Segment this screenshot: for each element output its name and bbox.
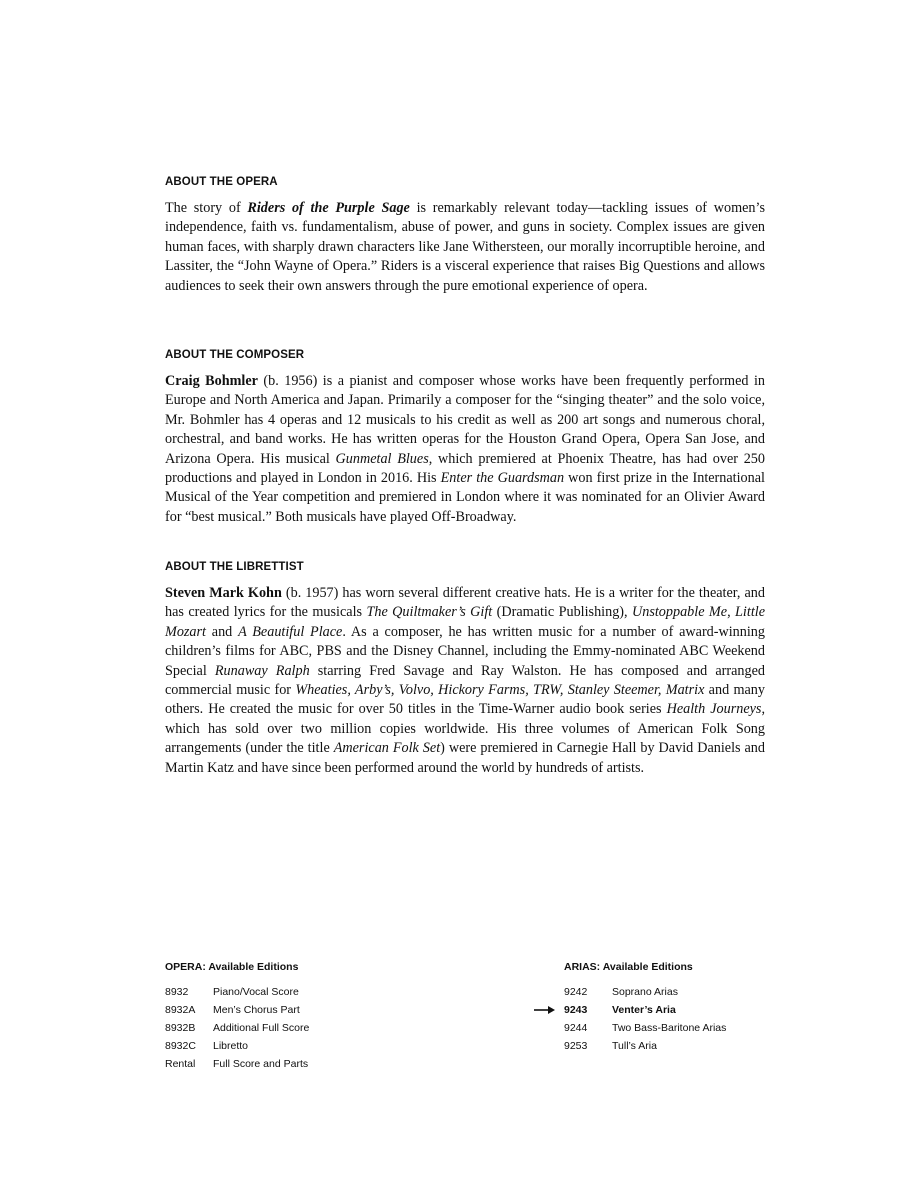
edition-name: Venter’s Aria — [612, 1004, 676, 1016]
edition-code: 8932B — [165, 1022, 196, 1034]
edition-code: 8932C — [165, 1040, 196, 1052]
about-opera-paragraph: The story of Riders of the Purple Sage is remarkably relevant today—tackling issues of women’s independence, faith vs. fundamentalism, abuse of power, and guns in society. Complex issues are given human faces, with sharply drawn characters like Jane Withersteen, our morally incorruptible heroine, and Lassiter, the “John Wayne of Opera.” Riders is a visceral experience that raises Big Questions and allows audiences to seek their own answers through the pure emotional experience of opera. — [165, 200, 765, 294]
work-title: Enter the Guardsman — [440, 470, 565, 487]
about-librettist-paragraph: Steven Mark Kohn (b. 1957) has worn several different creative hats. He is a writer for the theater, and has created lyrics for the musicals The Quiltmaker’s Gift (Dramatic Publishing), Unstoppable Me, Little Mozart and A Beautiful Place. As a composer, he has written music for a number of award-winning children’s films for ABC, PBS and the Disney Channel, including the Emmy-nominated ABC Weekend Special Runaway Ralph starring Fred Savage and Ray Walston. He has composed and arranged commercial music for Wheaties, Arby’s, Volvo, Hickory Farms, TRW, Stanley Steemer, Matrix and many others. He created the music for over 50 titles in the Time-Warner audio book series Health Journeys, which has sold over two million copies worldwide. His three volumes of American Folk Song arrangements (under the title American Folk Set) were premiered in Carnegie Hall by David Daniels and Martin Katz and have since been performed around the world by hundreds of artists. — [165, 585, 766, 776]
edition-code: 9244 — [564, 1022, 588, 1034]
edition-code: 9243 — [564, 1004, 588, 1016]
edition-row — [564, 1019, 726, 1037]
edition-row — [564, 983, 726, 1001]
edition-code: 9253 — [564, 1040, 588, 1052]
edition-name: Two Bass-Baritone Arias — [612, 1022, 727, 1034]
work-title: Little Mozart — [165, 604, 766, 640]
edition-row — [165, 1037, 309, 1055]
edition-name: Full Score and Parts — [213, 1058, 309, 1070]
arias-editions-list — [564, 983, 726, 1055]
opera-title: Riders of the Purple Sage — [247, 200, 410, 216]
work-title: Health Journeys — [666, 701, 762, 718]
edition-name: Piano/Vocal Score — [213, 986, 299, 998]
edition-row — [165, 1001, 309, 1019]
edition-code: 9242 — [564, 986, 588, 998]
edition-row — [165, 983, 309, 1001]
work-title: A Beautiful Place — [238, 623, 343, 640]
work-title: Gunmetal Blues — [335, 450, 429, 467]
edition-name: Soprano Arias — [612, 986, 678, 998]
about-composer-paragraph: Craig Bohmler (b. 1956) is a pianist and composer whose works have been frequently performed in Europe and North America and Japan. Primarily a composer for the “singing theater” and the solo voice, Mr. Bohmler has 4 operas and 12 musicals to his credit as well as 200 art songs and numerous choral, orchestral, and band works. He has written operas for the Houston Grand Opera, Opera San Jose, and Arizona Opera. His musical Gunmetal Blues, which premiered at Phoenix Theatre, has had over 250 productions and played in London in 2016. His Enter the Guardsman won first prize in the International Musical of the Year competition and premiered in London where it was nominated for an Olivier Award for “best musical.” Both musicals have played Off-Broadway. — [165, 373, 765, 525]
arias-editions-title: ARIAS: Available Editions — [564, 961, 693, 973]
brand-list: Wheaties, Arby’s, Volvo, Hickory Farms, TRW, Stanley Steemer, Matrix — [295, 682, 705, 699]
composer-name: Craig Bohmler — [165, 373, 258, 389]
edition-name: Libretto — [213, 1040, 249, 1052]
work-title: Runaway Ralph — [214, 662, 310, 679]
edition-row — [165, 1055, 309, 1073]
edition-name: Men’s Chorus Part — [213, 1004, 300, 1016]
edition-code: Rental — [165, 1058, 196, 1070]
edition-name: Tull’s Aria — [612, 1040, 657, 1052]
about-opera-heading: ABOUT THE OPERA — [165, 176, 278, 188]
librettist-name: Steven Mark Kohn — [165, 585, 282, 601]
opera-editions-list — [165, 983, 309, 1073]
edition-row-highlighted — [564, 1001, 726, 1019]
work-title: The Quiltmaker’s Gift — [366, 604, 493, 621]
edition-code: 8932 — [165, 986, 189, 998]
about-librettist-heading: ABOUT THE LIBRETTIST — [165, 561, 304, 573]
about-composer-heading: ABOUT THE COMPOSER — [165, 349, 305, 361]
opera-editions-title: OPERA: Available Editions — [165, 961, 299, 973]
edition-name: Additional Full Score — [213, 1022, 310, 1034]
edition-row — [165, 1019, 309, 1037]
work-title: American Folk Set — [333, 740, 441, 757]
right-arrow-icon — [533, 1001, 557, 1019]
edition-row — [564, 1037, 726, 1055]
work-title: Unstoppable Me — [632, 604, 728, 621]
edition-code: 8932A — [165, 1004, 196, 1016]
